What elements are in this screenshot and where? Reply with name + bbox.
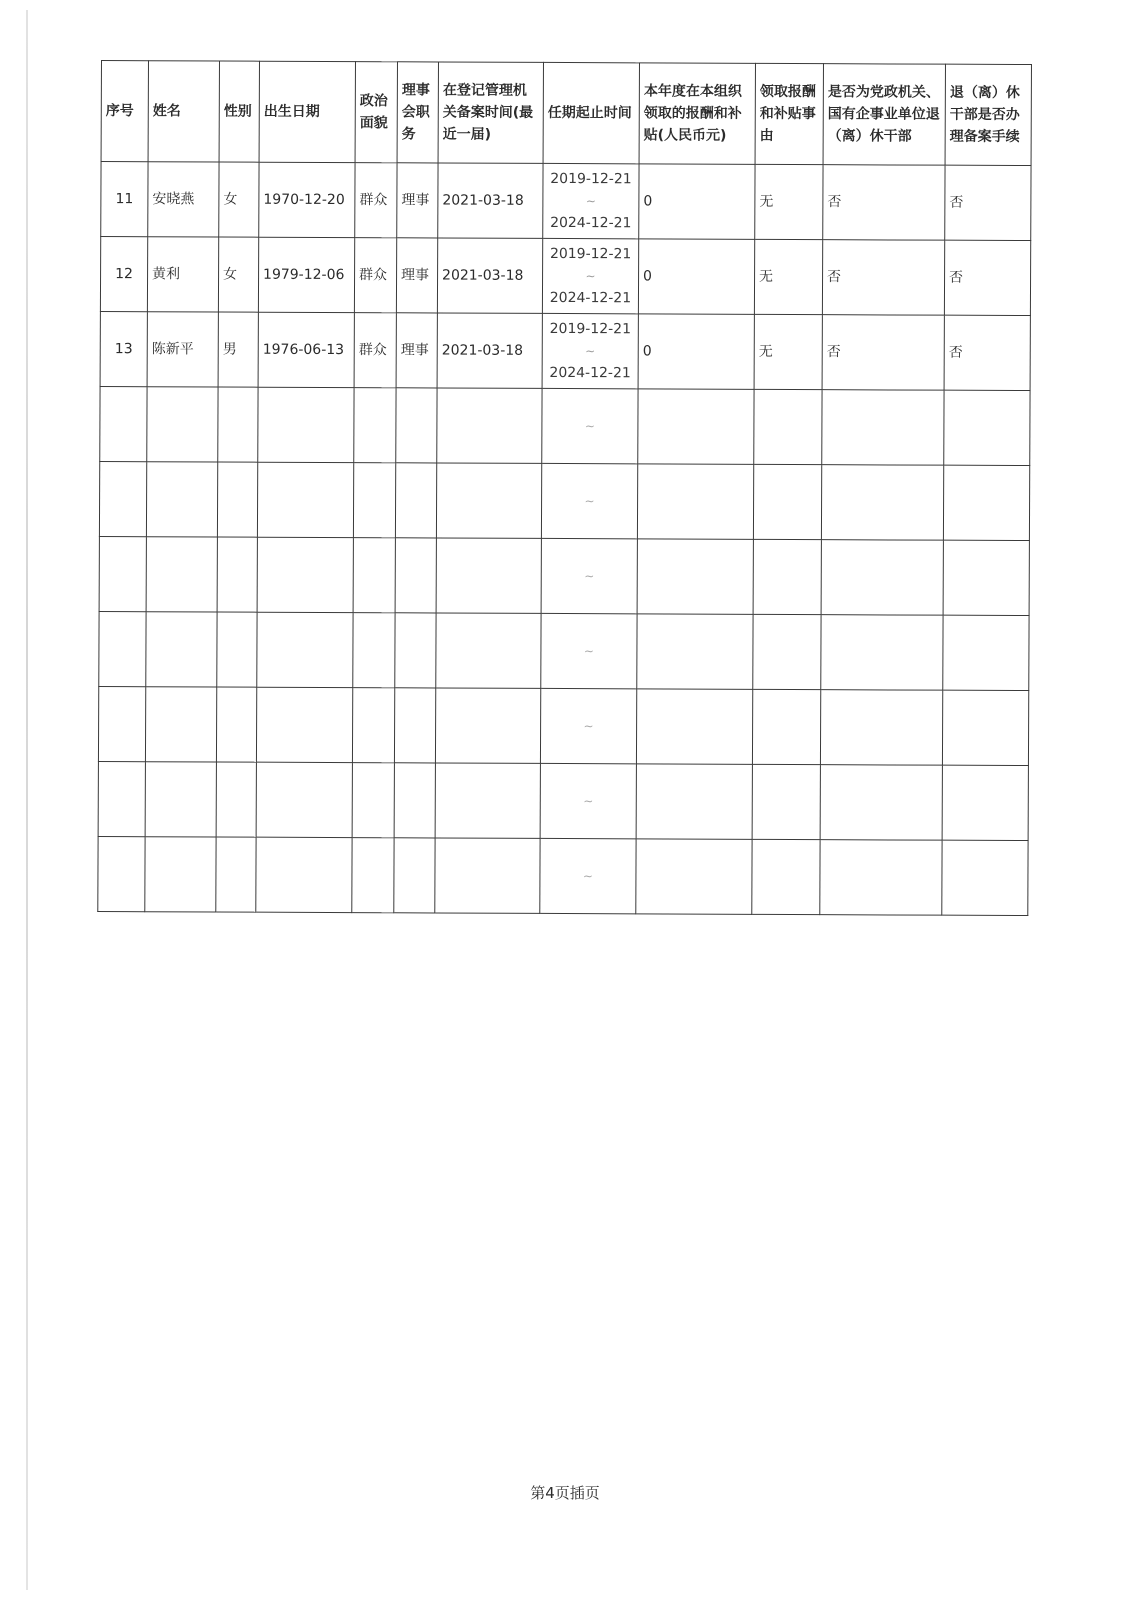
cell-filing-date [437,388,542,463]
table-row [101,162,1031,241]
cell-term [541,463,637,538]
cell-remuneration-reason [754,389,822,464]
cell-remuneration-reason: 无 [754,239,822,314]
cell-board-position: 理事 [397,163,438,238]
header-remuneration-reason: 领取报酬和补贴事由 [755,63,823,164]
cell-filing-date [435,688,540,763]
header-birth-date: 出生日期 [259,61,355,162]
cell-retired-cadre: 否 [822,240,944,316]
cell-remuneration-reason: 无 [754,314,822,389]
cell-filing-date: 2021-03-18 [437,313,542,388]
header-name: 姓名 [148,61,219,162]
term-separator: ~ [583,719,594,734]
cell-index [99,461,146,536]
cell-political-status: 群众 [354,313,396,388]
cell-political-status [352,838,394,913]
cell-index: 11 [101,162,148,237]
cell-index [100,386,147,461]
cell-filing-date [436,463,541,538]
cell-filing-date [435,763,540,838]
cell-remuneration: 0 [639,164,755,240]
cell-retired-cadre: 否 [823,165,945,241]
cell-remuneration-reason [753,539,821,614]
cell-term [543,163,639,238]
cell-retired-cadre [821,615,943,691]
cell-retired-filing [944,390,1030,465]
cell-filing-date [436,613,541,688]
cell-retired-filing [943,465,1029,540]
cell-remuneration-reason [753,464,821,539]
cell-term [541,613,637,688]
cell-remuneration-reason [752,689,820,764]
cell-term [540,838,636,913]
cell-political-status [353,538,395,613]
term-separator: ~ [584,494,595,509]
cell-index [98,761,145,836]
cell-name [146,612,217,687]
term-separator: ~ [584,569,595,584]
cell-index: 13 [100,311,147,386]
cell-remuneration [636,839,752,915]
table-row [100,237,1030,316]
cell-retired-filing: 否 [945,165,1031,240]
term-separator: ~ [582,869,594,884]
term-separator: ~ [585,194,596,209]
cell-board-position [395,613,436,688]
cell-birth-date [258,387,354,462]
cell-term [540,763,636,838]
cell-birth-date [256,687,352,762]
cell-gender [217,612,257,687]
cell-gender: 女 [219,162,259,237]
cell-birth-date: 1979-12-06 [258,237,354,312]
cell-birth-date [257,462,353,537]
cell-retired-filing [942,840,1028,915]
board-members-table [97,60,1032,916]
cell-remuneration [636,764,752,840]
page-footer: 第4页插页 [530,1484,600,1502]
cell-name: 陈新平 [147,312,218,387]
cell-filing-date [435,838,540,913]
cell-political-status: 群众 [354,238,396,313]
cell-retired-cadre: 否 [822,315,944,391]
cell-birth-date: 1970-12-20 [259,162,355,237]
cell-board-position: 理事 [396,313,437,388]
table-row [100,311,1030,390]
table-header-row [101,61,1031,166]
cell-gender: 男 [218,312,258,387]
cell-retired-cadre [822,390,944,466]
term-end: 2024-12-21 [549,364,631,382]
cell-retired-cadre [820,690,942,766]
cell-remuneration-reason [752,839,820,914]
header-filing-date: 在登记管理机关备案时间(最近一届) [438,62,543,163]
table-row [98,686,1028,765]
header-board-position: 理事会职务 [397,62,438,163]
header-retired-filing: 退（离）休干部是否办理备案手续 [945,64,1031,165]
cell-remuneration [637,464,753,540]
term-end: 2024-12-21 [550,214,632,232]
cell-birth-date [256,762,352,837]
cell-index [99,611,146,686]
cell-political-status: 群众 [355,163,397,238]
cell-remuneration-reason [753,614,821,689]
cell-board-position [395,463,436,538]
header-remuneration: 本年度在本组织领取的报酬和补贴(人民币元) [639,63,755,165]
term-separator: ~ [585,269,596,284]
scan-edge-line [26,10,28,1590]
cell-retired-filing [943,615,1029,690]
cell-retired-cadre [821,540,943,616]
table-row [99,536,1029,615]
cell-birth-date [256,837,352,912]
header-political-status: 政治面貌 [355,62,397,163]
cell-name: 安晓燕 [148,162,219,237]
cell-gender [217,462,257,537]
cell-term [540,688,636,763]
term-separator: ~ [583,644,594,659]
cell-retired-filing: 否 [944,240,1030,315]
cell-gender [216,762,256,837]
term-start: 2019-12-21 [550,170,632,188]
cell-remuneration: 0 [638,239,754,315]
cell-term [542,238,638,313]
cell-term [542,388,638,463]
cell-name: 黄利 [147,237,218,312]
cell-board-position [394,688,435,763]
cell-remuneration-reason: 无 [755,164,823,239]
table-row [100,386,1030,465]
cell-board-position [396,388,437,463]
cell-filing-date [436,538,541,613]
term-start: 2019-12-21 [549,320,632,338]
term-separator: ~ [583,794,594,809]
cell-gender [216,687,256,762]
cell-retired-filing [942,690,1028,765]
header-term: 任期起止时间 [543,62,639,163]
cell-index [99,536,146,611]
table-row [98,761,1028,840]
cell-retired-filing [943,540,1029,615]
term-separator: ~ [584,419,595,434]
cell-filing-date: 2021-03-18 [437,238,542,313]
cell-index: 12 [100,237,147,312]
cell-political-status [353,613,395,688]
cell-retired-filing: 否 [944,315,1030,390]
cell-board-position [394,763,435,838]
term-separator: ~ [585,344,596,359]
cell-birth-date: 1976-06-13 [258,312,354,387]
cell-political-status [352,763,394,838]
cell-board-position [394,838,435,913]
cell-remuneration [638,389,754,465]
cell-political-status [352,688,394,763]
cell-index [98,836,145,911]
table-row [98,836,1028,915]
cell-gender [217,537,257,612]
cell-remuneration [636,689,752,765]
cell-term [542,313,638,388]
header-gender: 性别 [219,61,259,162]
cell-retired-cadre [821,465,943,541]
table-row [99,461,1029,540]
cell-retired-filing [942,765,1028,840]
cell-index [98,686,145,761]
cell-political-status [354,388,396,463]
term-end: 2024-12-21 [549,289,632,307]
cell-retired-cadre [820,765,942,841]
cell-term [541,538,637,613]
table-row [99,611,1029,690]
cell-retired-cadre [820,840,942,916]
cell-birth-date [257,612,353,687]
cell-board-position: 理事 [396,238,437,313]
cell-birth-date [257,537,353,612]
cell-remuneration [637,614,753,690]
cell-name [145,837,216,912]
cell-remuneration: 0 [638,314,754,390]
cell-gender [216,837,256,912]
cell-remuneration-reason [752,764,820,839]
term-start: 2019-12-21 [549,245,632,263]
cell-filing-date: 2021-03-18 [438,163,543,238]
cell-name [145,762,216,837]
cell-gender: 女 [218,237,258,312]
cell-name [147,387,218,462]
header-retired-cadre: 是否为党政机关、国有企事业单位退（离）休干部 [823,64,945,166]
header-index: 序号 [101,61,148,162]
cell-political-status [353,463,395,538]
cell-gender [218,387,258,462]
cell-board-position [395,538,436,613]
cell-name [146,537,217,612]
cell-remuneration [637,539,753,615]
cell-name [146,462,217,537]
cell-name [145,687,216,762]
